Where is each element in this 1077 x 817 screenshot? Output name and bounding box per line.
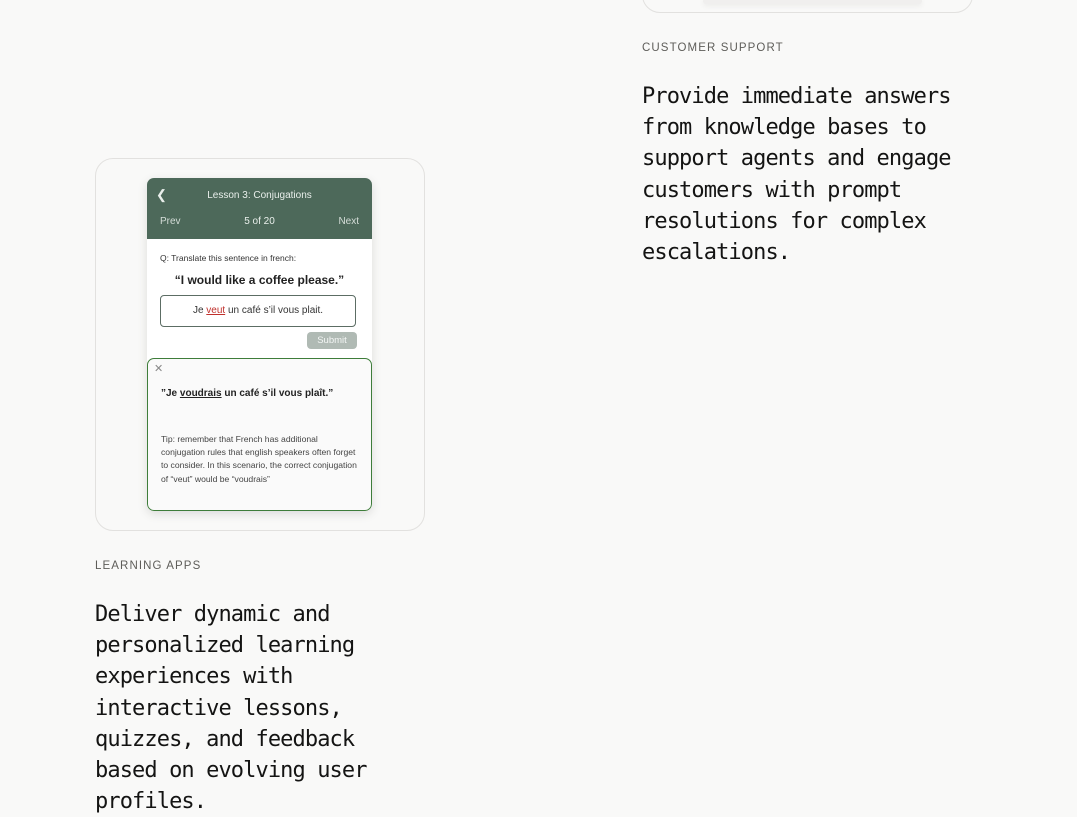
feedback-tip: Tip: remember that French has additional conjugation rules that english speakers often forget to consider. In this scenario, the correct conjugation of “veut” would be “voudrais” — [161, 434, 357, 484]
answer-wrong-word: veut — [206, 305, 226, 316]
correction-prefix: ”Je — [161, 388, 180, 399]
learning-apps-description: Deliver dynamic and personalized learning experiences with interactive lessons, quizzes, and feedback based on evolving user profiles. — [95, 602, 367, 815]
lesson-app-mockup — [147, 178, 372, 511]
answer-prefix: Je — [192, 305, 207, 316]
answer-input[interactable] — [160, 295, 356, 327]
correction-word: voudrais — [179, 388, 222, 399]
close-icon[interactable]: ✕ — [154, 363, 164, 375]
correction-sentence — [161, 388, 333, 399]
submit-button[interactable]: Submit — [307, 332, 357, 349]
next-button[interactable]: Next — [338, 216, 359, 227]
learning-apps-card — [95, 158, 425, 531]
customer-support-description: Provide immediate answers from knowledge bases to support agents and engage customers with prompt resolutions for complex escalations. — [642, 84, 951, 266]
feedback-panel — [147, 358, 372, 511]
lesson-title: Lesson 3: Conjugations — [207, 190, 312, 201]
prev-button[interactable]: Prev — [160, 216, 181, 227]
question-sentence: “I would like a coffee please.” — [174, 273, 345, 287]
customer-support-eyebrow: CUSTOMER SUPPORT — [642, 42, 784, 54]
card-preview-fragment — [703, 0, 922, 4]
chevron-left-icon[interactable]: ❮ — [156, 187, 167, 202]
lesson-progress: 5 of 20 — [244, 216, 275, 227]
lesson-header — [147, 178, 372, 239]
learning-apps-eyebrow: LEARNING APPS — [95, 560, 202, 572]
answer-suffix: un café s’il vous plait. — [225, 305, 324, 316]
correction-suffix: un café s’il vous plaît.” — [221, 388, 334, 399]
customer-support-card — [642, 0, 973, 13]
question-label: Q: Translate this sentence in french: — [160, 253, 297, 263]
